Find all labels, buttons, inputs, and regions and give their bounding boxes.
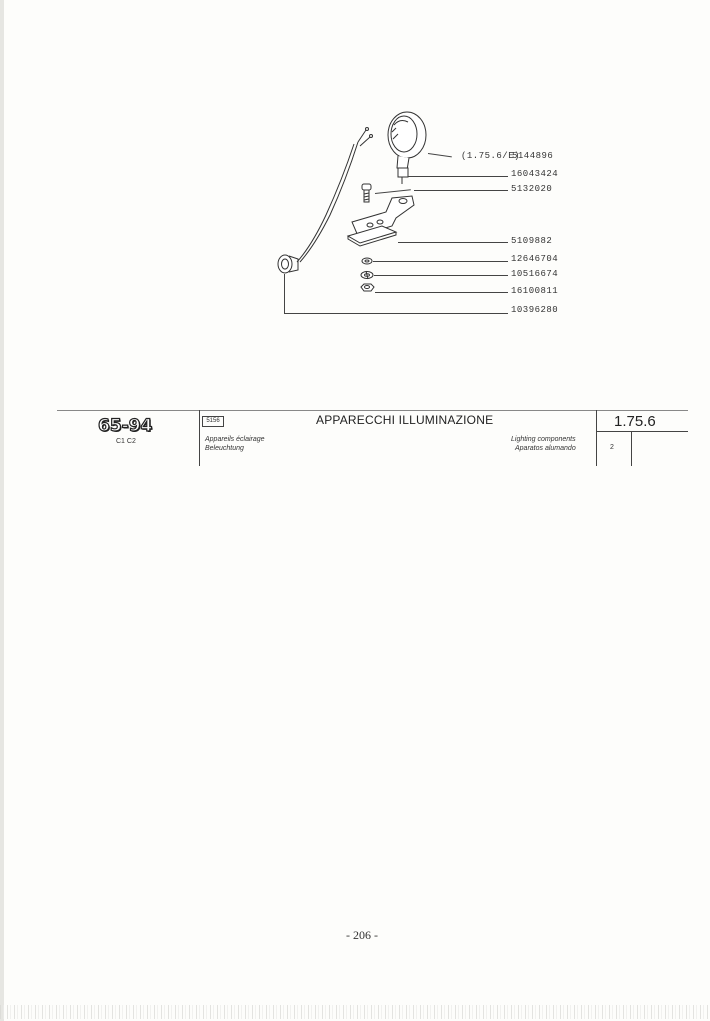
model-variants: C1 C2: [116, 438, 136, 445]
part-number: 16043424: [511, 169, 559, 179]
lock-washer-icon: [361, 271, 373, 279]
title-spanish: Aparatos alumando: [515, 445, 576, 452]
section-number: 1.75.6: [614, 413, 656, 430]
page-title: APPARECCHI ILLUMINAZIONE: [316, 413, 494, 427]
title-english: Lighting components: [511, 436, 576, 443]
model-logo: 65-94: [98, 416, 153, 436]
diagram-ref-label: (1.75.6/E): [461, 151, 521, 161]
lamp-icon: [388, 112, 426, 184]
leader-line: [408, 176, 508, 177]
header-divider: [596, 410, 597, 466]
leader-line: [414, 190, 508, 191]
washer-icon: [362, 258, 372, 264]
header-divider: [631, 431, 632, 466]
header-top-rule: [57, 410, 688, 411]
part-number: 12646704: [511, 254, 559, 264]
part-number: 16100811: [511, 286, 559, 296]
leader-line: [398, 242, 508, 243]
part-number: 5109882: [511, 236, 553, 246]
nut-icon: [361, 284, 374, 291]
scan-edge-artifact: [0, 1005, 710, 1019]
group-code-badge: 5156: [202, 416, 224, 427]
sheet-number: 2: [610, 444, 614, 451]
part-number: 10516674: [511, 269, 559, 279]
grommet-icon: [278, 255, 298, 273]
leader-line: [284, 274, 285, 313]
title-french: Appareils éclairage: [205, 436, 265, 443]
screw-icon: [362, 184, 371, 202]
header-rule: [596, 431, 688, 432]
leader-line: [373, 261, 508, 262]
leader-line: [374, 275, 508, 276]
part-number: 5144896: [512, 151, 554, 161]
part-number: 10396280: [511, 305, 559, 315]
title-german: Beleuchtung: [205, 445, 244, 452]
part-number: 5132020: [511, 184, 553, 194]
page-number: - 206 -: [346, 928, 378, 942]
leader-line: [284, 313, 508, 314]
leader-line: [375, 292, 508, 293]
header-divider: [199, 410, 200, 466]
